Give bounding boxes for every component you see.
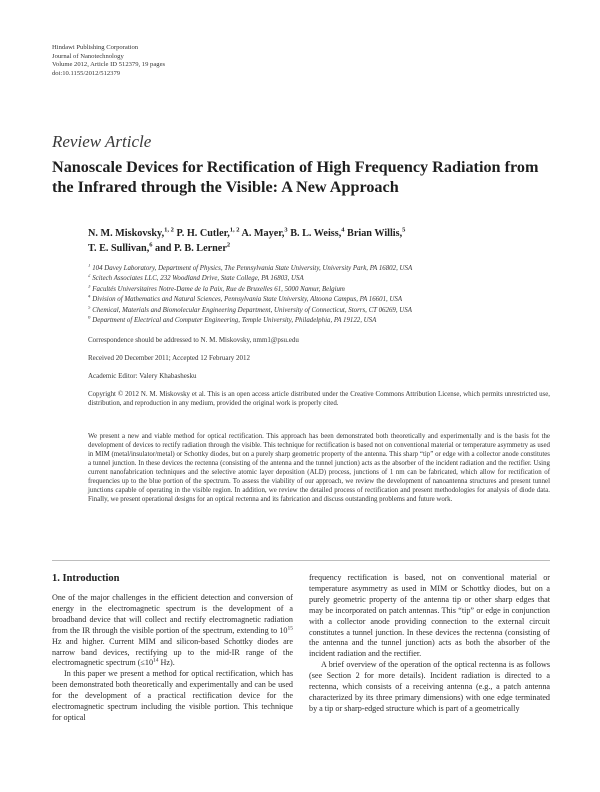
journal-header: [52, 44, 165, 78]
affiliation: $^3$ Facultés Universitaires Notre-Dame de la Paix, Rue de Bruxelles 61, 5000 Namur, Belgium: [88, 284, 345, 293]
copyright-notice: Copyright © 2012 N. M. Miskovsky et al. This is an open access article distributed under the Creative Commons Attribution License, which permits unrestricted use, distribution, and reproduction in any medium, provided the original work is properly cited.: [88, 391, 550, 407]
section-divider: [52, 560, 550, 561]
abstract: We present a new and viable method for optical rectification. This approach has been demonstrated both theoretically and experimentally and is the basis fot the development of devices to rectify radiation through the visible. This technique for rectification is based not on conventional material or temperature asymmetry as used in MIM (metal/insulator/metal) or Schottky diodes, but on a purely sharp geometric property of the antenna. This sharp “tip” or edge with a collector anode constitutes a tunnel junction. In these devices the rectenna (consisting of the antenna and the tunnel junction) acts as the absorber of the incident radiation and the rectifier. Using current nanofabrication techniques and the selective atomic layer deposition (ALD) process, junctions of 1 nm can be fabricated, which allow for rectification of frequencies up to the blue portion of the spectrum. To assess the viability of our approach, we review the development of nanoantenna structures and present tunnel junctions capable of operating in the visible region. In addition, we review the detailed process of rectification and present methodologies for analysis of diode data. Finally, we present operational designs for an optical rectenna and its fabrication and discuss outstanding problems and future work.: [88, 433, 550, 504]
affiliation-list: [88, 264, 548, 326]
correspondence: Correspondence should be addressed to N. M. Miskovsky, nmm1@psu.edu: [88, 336, 299, 344]
paragraph: One of the major challenges in the efficient detection and conversion of energy in the electromagnetic spectrum is the development of a broadband device that will collect and rectify electromagnetic radiation from the IR through the visible portion of the spectrum, extending to $10^{15}$ Hz and higher. Current MIM and silicon-based Schottky diodes are narrow band devices, rectifying up to the mid-IR range of the electromagnetic spectrum ($\le 10^{14}$ Hz).: [52, 593, 293, 668]
author: P. H. Cutler,$^{1, 2}$: [176, 226, 240, 239]
affiliation: $^2$ Scitech Associates LLC, 232 Woodland Drive, State College, PA 16803, USA: [88, 274, 304, 283]
section-heading-introduction: 1. Introduction: [52, 573, 120, 584]
affiliation: $^4$ Division of Mathematics and Natural Sciences, Pennsylvania State University, Altoona Campus, PA 16601, USA: [88, 295, 403, 304]
paper-title: Nanoscale Devices for Rectification of High Frequency Radiation from the Infrared through the Visible: A New Approach: [52, 158, 539, 196]
author: T. E. Sullivan,$^6$: [88, 241, 153, 254]
paragraph: A brief overview of the operation of the optical rectenna is as follows (see Section 2 for more details). Incident radiation is directed to a rectenna, which consists of a receiving antenna (e.g., a patch antenna characterized by its three primary dimensions) with one edge terminated by a tip or sharp-edged structure which is part of a geometrically: [309, 660, 550, 713]
affiliation: $^5$ Chemical, Materials and Biomolecular Engineering Department, University of Connecticut, Storrs, CT 06269, USA: [88, 305, 412, 314]
academic-editor: Academic Editor: Valery Khabashesku: [88, 372, 197, 380]
affiliation: $^1$ 104 Davey Laboratory, Department of Physics, The Pennsylvania State University, University Park, PA 16802, USA: [88, 264, 413, 272]
volume-info: Volume 2012, Article ID 512379, 19 pages: [52, 61, 166, 69]
paragraph: frequency rectification is based, not on conventional material or temperature asymmetry as used in MIM or Schottky diodes, but on a purely geometric property of the antenna tip or other sharp edges that may be incorporated on patch antennas. This “tip” or edge in conjunction with a collector anode providing connection to the external circuit constitutes a tunnel junction. In these devices the rectenna (consisting of the antenna and the tunnel junction) acts as both the absorber of the incident radiation and the rectifier.: [309, 573, 550, 659]
received-dates: Received 20 December 2011; Accepted 12 February 2012: [88, 354, 251, 362]
body-column-left: [52, 593, 293, 724]
author: B. L. Weiss,$^4$: [290, 226, 345, 239]
publisher-name: Hindawi Publishing Corporation: [52, 44, 139, 51]
doi[interactable]: doi:10.1155/2012/512379: [52, 69, 121, 77]
author: N. M. Miskovsky,$^{1, 2}$: [88, 226, 174, 239]
author-list: [88, 226, 548, 256]
affiliation: $^6$ Department of Electrical and Computer Engineering, Temple University, Philadelphia, PA 19122, USA: [88, 316, 377, 325]
body-column-right: [309, 573, 550, 715]
author: A. Mayer,$^3$: [241, 226, 288, 239]
journal-name: Journal of Nanotechnology: [52, 52, 124, 60]
author: Brian Willis,$^5$: [347, 226, 406, 239]
author: and P. B. Lerner$^2$: [155, 241, 231, 254]
article-type: Review Article: [52, 132, 152, 151]
paragraph: In this paper we present a method for optical rectification, which has been demonstrated both theoretically and experimentally and can be used for the development of a practical rectification device for the electromagnetic spectrum including the visible portion. This technique for optical: [52, 669, 293, 722]
